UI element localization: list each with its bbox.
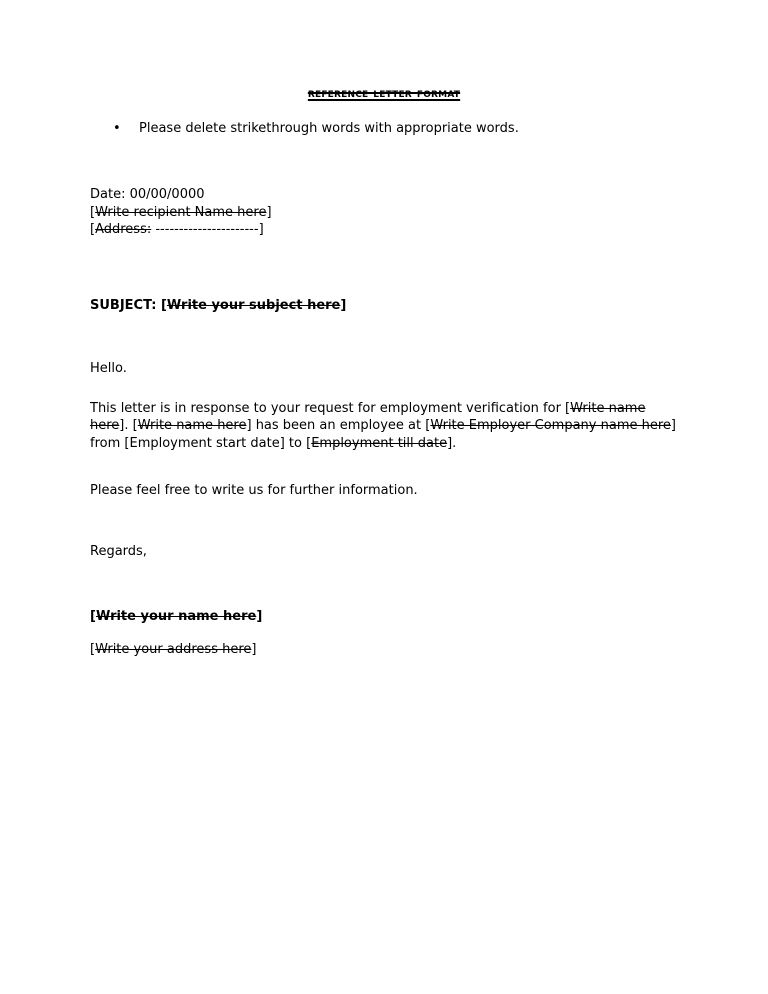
instruction-list: [90, 120, 678, 138]
body-line3-pre: [Employment start date] to [: [124, 435, 312, 451]
name-placeholder: Write name here: [90, 400, 646, 433]
bracket-close: ]: [340, 297, 347, 313]
address-dashes: ----------------------: [151, 222, 259, 237]
address-label: Address:: [95, 222, 152, 237]
bracket-open: [: [90, 204, 96, 220]
body-line3-post: ].: [447, 435, 457, 451]
bracket-close: ]: [266, 204, 272, 220]
body-paragraph: [90, 400, 678, 453]
subject-label: SUBJECT: [: [90, 297, 167, 313]
address-line: [90, 221, 678, 239]
body-line2-mid: ] has been an employee at [: [246, 418, 431, 433]
signature-address-placeholder: Write your address here: [95, 641, 252, 657]
bracket-open: [: [90, 222, 96, 237]
closing-note: [90, 482, 678, 500]
document-body: [90, 84, 678, 658]
body-line2-post: ] from: [90, 418, 676, 451]
closing-note-text: Please feel free to write us for further information.: [90, 483, 418, 498]
instruction-text: Please delete strikethrough words with appropriate words.: [139, 121, 519, 136]
greeting-line: [90, 360, 678, 378]
recipient-placeholder: Write recipient Name here: [95, 204, 267, 220]
date-line: [90, 186, 678, 204]
signature-name-placeholder: Write your name here: [95, 609, 257, 624]
bullet-icon: •: [113, 121, 121, 136]
greeting-text: Hello.: [90, 361, 127, 376]
recipient-line: [90, 204, 678, 222]
page-title-text: reference letter format: [307, 85, 461, 101]
bracket-close: ]: [251, 641, 257, 657]
list-item: [90, 120, 678, 138]
till-date-placeholder: Employment till date: [311, 435, 448, 451]
date-text: Date: 00/00/0000: [90, 187, 205, 202]
signature-name-line: [90, 608, 678, 626]
signature-address-line: [90, 641, 678, 659]
regards-line: [90, 543, 678, 561]
bracket-close: ]: [258, 222, 264, 237]
bracket-open: [: [90, 609, 96, 624]
subject-placeholder: Write your subject here: [166, 297, 341, 313]
bracket-open: [: [90, 641, 96, 657]
name-placeholder: Write name here: [137, 418, 247, 433]
bracket-close: ]: [256, 609, 263, 624]
body-line1-pre: This letter is in response to your request for employment verification for [: [90, 400, 571, 416]
body-line2-open: [: [132, 418, 138, 433]
regards-text: Regards,: [90, 543, 147, 559]
subject-line: [90, 297, 678, 315]
body-line1-post: ].: [119, 418, 129, 433]
employer-placeholder: Write Employer Company name here: [430, 418, 671, 433]
page-title: [90, 84, 678, 102]
